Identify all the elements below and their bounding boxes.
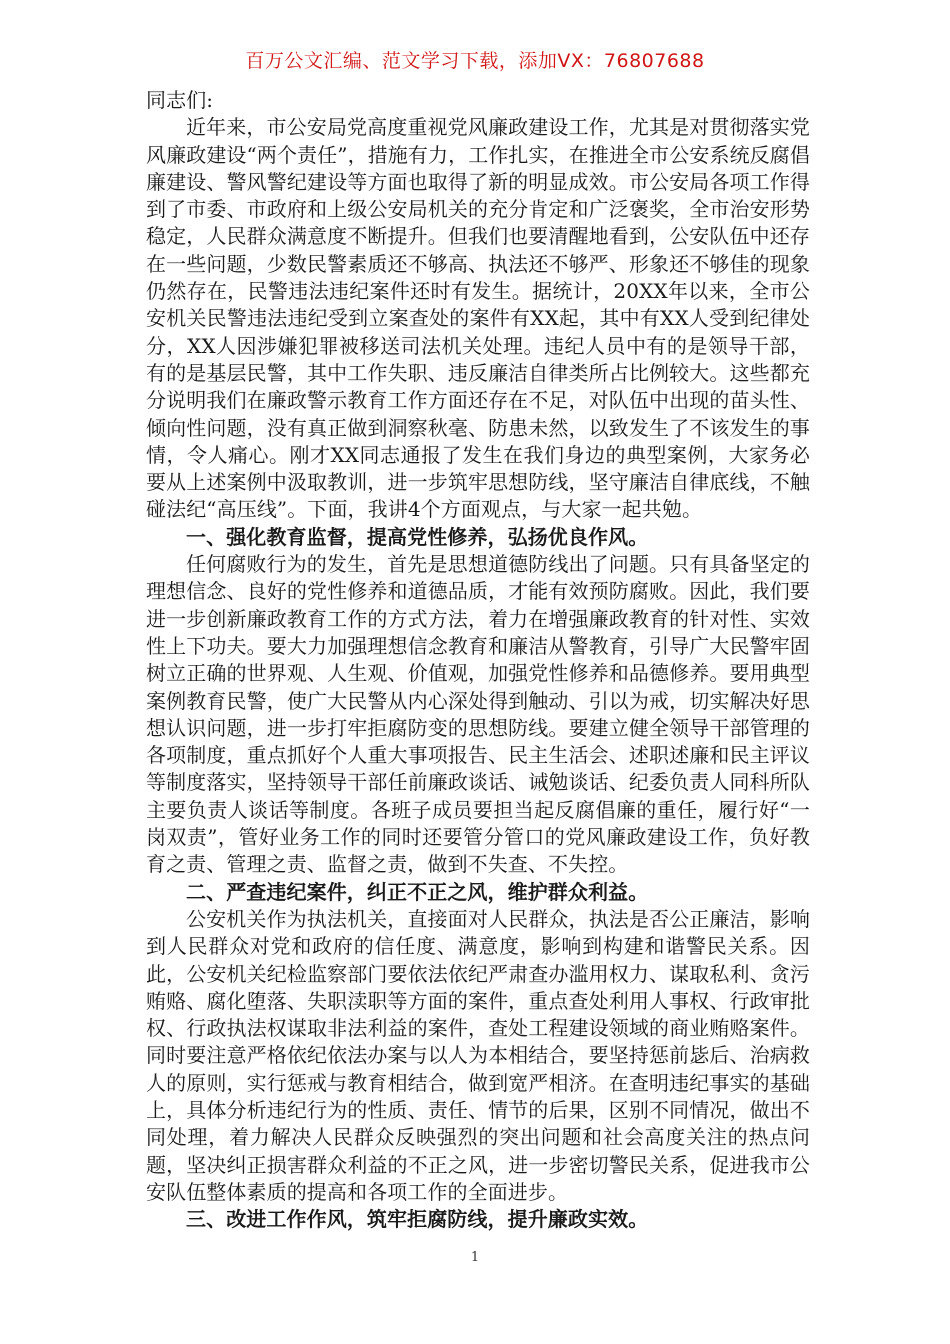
watermark-banner: 百万公文汇编、范文学习下载，添加VX：76807688 bbox=[245, 50, 705, 72]
section-heading-2: 二、严查违纪案件，纠正不正之风，维护群众利益。 bbox=[186, 879, 649, 904]
greeting: 同志们: bbox=[146, 88, 214, 112]
page-number: 1 bbox=[470, 1250, 480, 1265]
paragraph-section-2: 公安机关作为执法机关，直接面对人民群众，执法是否公正廉洁，影响到人民群众对党和政府的信任度、满意度，影响到构建和谐警民关系。因此，公安机关纪检监察部门要依法依纪严肃查办滥用权力、谋取私利、贪污贿赂、腐化堕落、失职渎职等方面的案件，重点查处利用人事权、行政审批权、行政执法权谋取非法利益的案件，查处工程建设领域的商业贿赂案件。同时要注意严格依纪依法办案与以人为本相结合，要坚持惩前毖后、治病救人的原则，实行惩戒与教育相结合，做到宽严相济。在查明违纪事实的基础上，具体分析违纪行为的性质、责任、情节的后果，区别不同情况，做出不同处理，着力解决人民群众反映强烈的突出问题和社会高度关注的热点问题，坚决纠正损害群众利益的不正之风，进一步密切警民关系，促进我市公安队伍整体素质的提高和各项工作的全面进步。 bbox=[146, 906, 810, 1204]
section-heading-1: 一、强化教育监督，提高党性修养，弘扬优良作风。 bbox=[186, 524, 649, 549]
section-heading-3: 三、改进工作作风，筑牢拒腐防线，提升廉政实效。 bbox=[186, 1207, 649, 1232]
paragraph-section-1: 任何腐败行为的发生，首先是思想道德防线出了问题。只有具备坚定的理想信念、良好的党性修养和道德品质，才能有效预防腐败。因此，我们要进一步创新廉政教育工作的方式方法，着力在增强廉政教育的针对性、实效性上下功夫。要大力加强理想信念教育和廉洁从警教育，引导广大民警牢固树立正确的世界观、人生观、价值观，加强党性修养和品德修养。要用典型案例教育民警，使广大民警从内心深处得到触动、引以为戒，切实解决好思想认识问题，进一步打牢拒腐防变的思想防线。要建立健全领导干部管理的各项制度，重点抓好个人重大事项报告、民主生活会、述职述廉和民主评议等制度落实，坚持领导干部任前廉政谈话、诫勉谈话、纪委负责人同科所队主要负责人谈话等制度。各班子成员要担当起反腐倡廉的重任，履行好“一岗双责”，管好业务工作的同时还要管分管口的党风廉政建设工作，负好教育之责、管理之责、监督之责，做到不失查、不失控。 bbox=[146, 552, 810, 877]
paragraph-intro: 近年来，市公安局党高度重视党风廉政建设工作，尤其是对贯彻落实党风廉政建设“两个责任”，措施有力，工作扎实，在推进全市公安系统反腐倡廉建设、警风警纪建设等方面也取得了新的明显成效。市公安局各项工作得到了市委、市政府和上级公安局机关的充分肯定和广泛褒奖，全市治安形势稳定，人民群众满意度不断提升。但我们也要清醒地看到，公安队伍中还存在一些问题，少数民警素质还不够高、执法还不够严、形象还不够佳的现象仍然存在，民警违法违纪案件还时有发生。据统计，20XX年以来，全市公安机关民警违法违纪受到立案查处的案件有XX起，其中有XX人受到纪律处分，XX人因涉嫌犯罪被移送司法机关处理。违纪人员中有的是领导干部，有的是基层民警，其中工作失职、违反廉洁自律类所占比例较大。这些都充分说明我们在廉政警示教育工作方面还存在不足，对队伍中出现的苗头性、倾向性问题，没有真正做到洞察秋毫、防患未然，以致发生了不该发生的事情，令人痛心。刚才XX同志通报了发生在我们身边的典型案例，大家务必要从上述案例中汲取教训，进一步筑牢思想防线，坚守廉洁自律底线，不触碰法纪“高压线”。下面，我讲4个方面观点，与大家一起共勉。 bbox=[146, 115, 810, 522]
document-body bbox=[146, 87, 810, 1233]
